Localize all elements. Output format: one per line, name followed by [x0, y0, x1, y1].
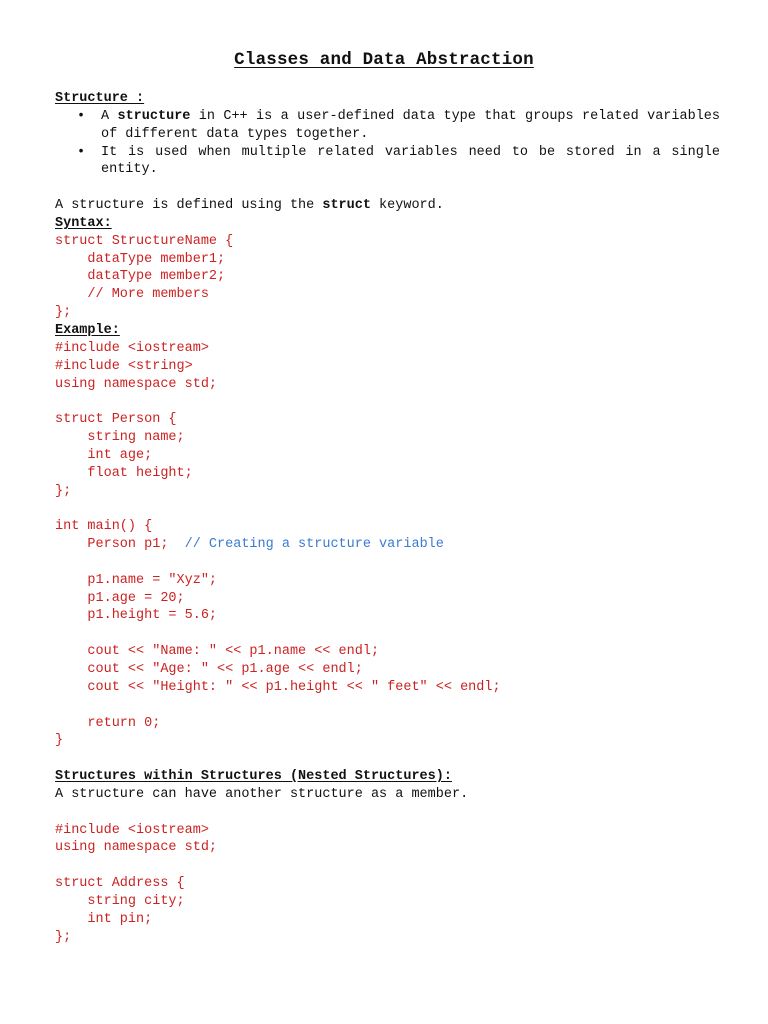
code-line: float height;	[55, 465, 193, 481]
example-heading: Example:	[55, 322, 120, 338]
code-line: int main() {	[55, 519, 153, 535]
spacer	[55, 393, 720, 411]
code-line: #include <string>	[55, 358, 193, 374]
bullet-text-bold: structure	[117, 108, 191, 124]
code-line: }	[55, 733, 64, 749]
code-line: #include <iostream>	[55, 822, 209, 838]
page-title: Classes and Data Abstraction	[234, 50, 534, 70]
bullet-text-post: in C++ is a user-defined data type that groups related variables of different data types together.	[101, 108, 720, 142]
bullet-item	[55, 108, 720, 144]
code-line: dataType member2;	[55, 269, 226, 285]
code-line: dataType member1;	[55, 251, 226, 267]
code-line: cout << "Name: " << p1.name << endl;	[55, 644, 380, 660]
bullet-dot-icon: •	[77, 108, 86, 124]
sentence-part: keyword.	[370, 198, 444, 214]
code-line: // More members	[55, 287, 209, 303]
struct-keyword-sentence	[55, 197, 720, 215]
syntax-code-block	[55, 233, 720, 322]
code-line	[55, 536, 720, 554]
spacer	[55, 697, 720, 715]
nested-code-block	[55, 822, 720, 947]
code-line: p1.name = "Xyz";	[55, 572, 218, 588]
code-line: };	[55, 483, 72, 499]
bullet-text-pre: It is used when multiple related variables need to be stored in a single entity.	[101, 144, 720, 178]
sentence-part: A structure is defined using the	[55, 198, 323, 214]
code-line: string name;	[55, 430, 185, 446]
example-code-block	[55, 340, 720, 750]
code-line: int age;	[55, 447, 153, 463]
code-comment: // Creating a structure variable	[184, 537, 444, 553]
code-line: cout << "Height: " << p1.height << " feet" << endl;	[55, 679, 501, 695]
code-line: using namespace std;	[55, 376, 218, 392]
code-line: p1.height = 5.6;	[55, 608, 218, 624]
code-line: struct Address {	[55, 876, 185, 892]
spacer	[55, 750, 720, 768]
syntax-heading: Syntax:	[55, 215, 112, 231]
code-line: struct StructureName {	[55, 233, 234, 249]
code-line: };	[55, 305, 72, 321]
nested-structures-heading: Structures within Structures (Nested Structures):	[55, 769, 452, 785]
spacer	[55, 625, 720, 643]
code-line: };	[55, 929, 72, 945]
spacer	[55, 500, 720, 518]
code-line: cout << "Age: " << p1.age << endl;	[55, 662, 363, 677]
code-line: return 0;	[55, 715, 161, 731]
code-line: using namespace std;	[55, 840, 218, 856]
code-part: Person p1;	[55, 537, 185, 553]
spacer	[55, 179, 720, 197]
nested-structures-description: A structure can have another structure as a member.	[55, 786, 469, 802]
code-line: struct Person {	[55, 412, 177, 428]
keyword-struct: struct	[322, 198, 371, 214]
spacer	[55, 554, 720, 572]
bullet-text-pre: A	[101, 108, 118, 124]
bullet-dot-icon: •	[77, 144, 86, 160]
spacer	[55, 804, 720, 822]
bullet-item	[55, 144, 720, 180]
code-line: #include <iostream>	[55, 340, 209, 356]
code-line: string city;	[55, 893, 185, 909]
document-body	[55, 90, 720, 947]
structure-heading: Structure :	[55, 91, 145, 106]
spacer	[55, 857, 720, 875]
structure-bullet-list	[55, 108, 720, 179]
code-line: int pin;	[55, 911, 153, 927]
code-line: p1.age = 20;	[55, 590, 185, 606]
